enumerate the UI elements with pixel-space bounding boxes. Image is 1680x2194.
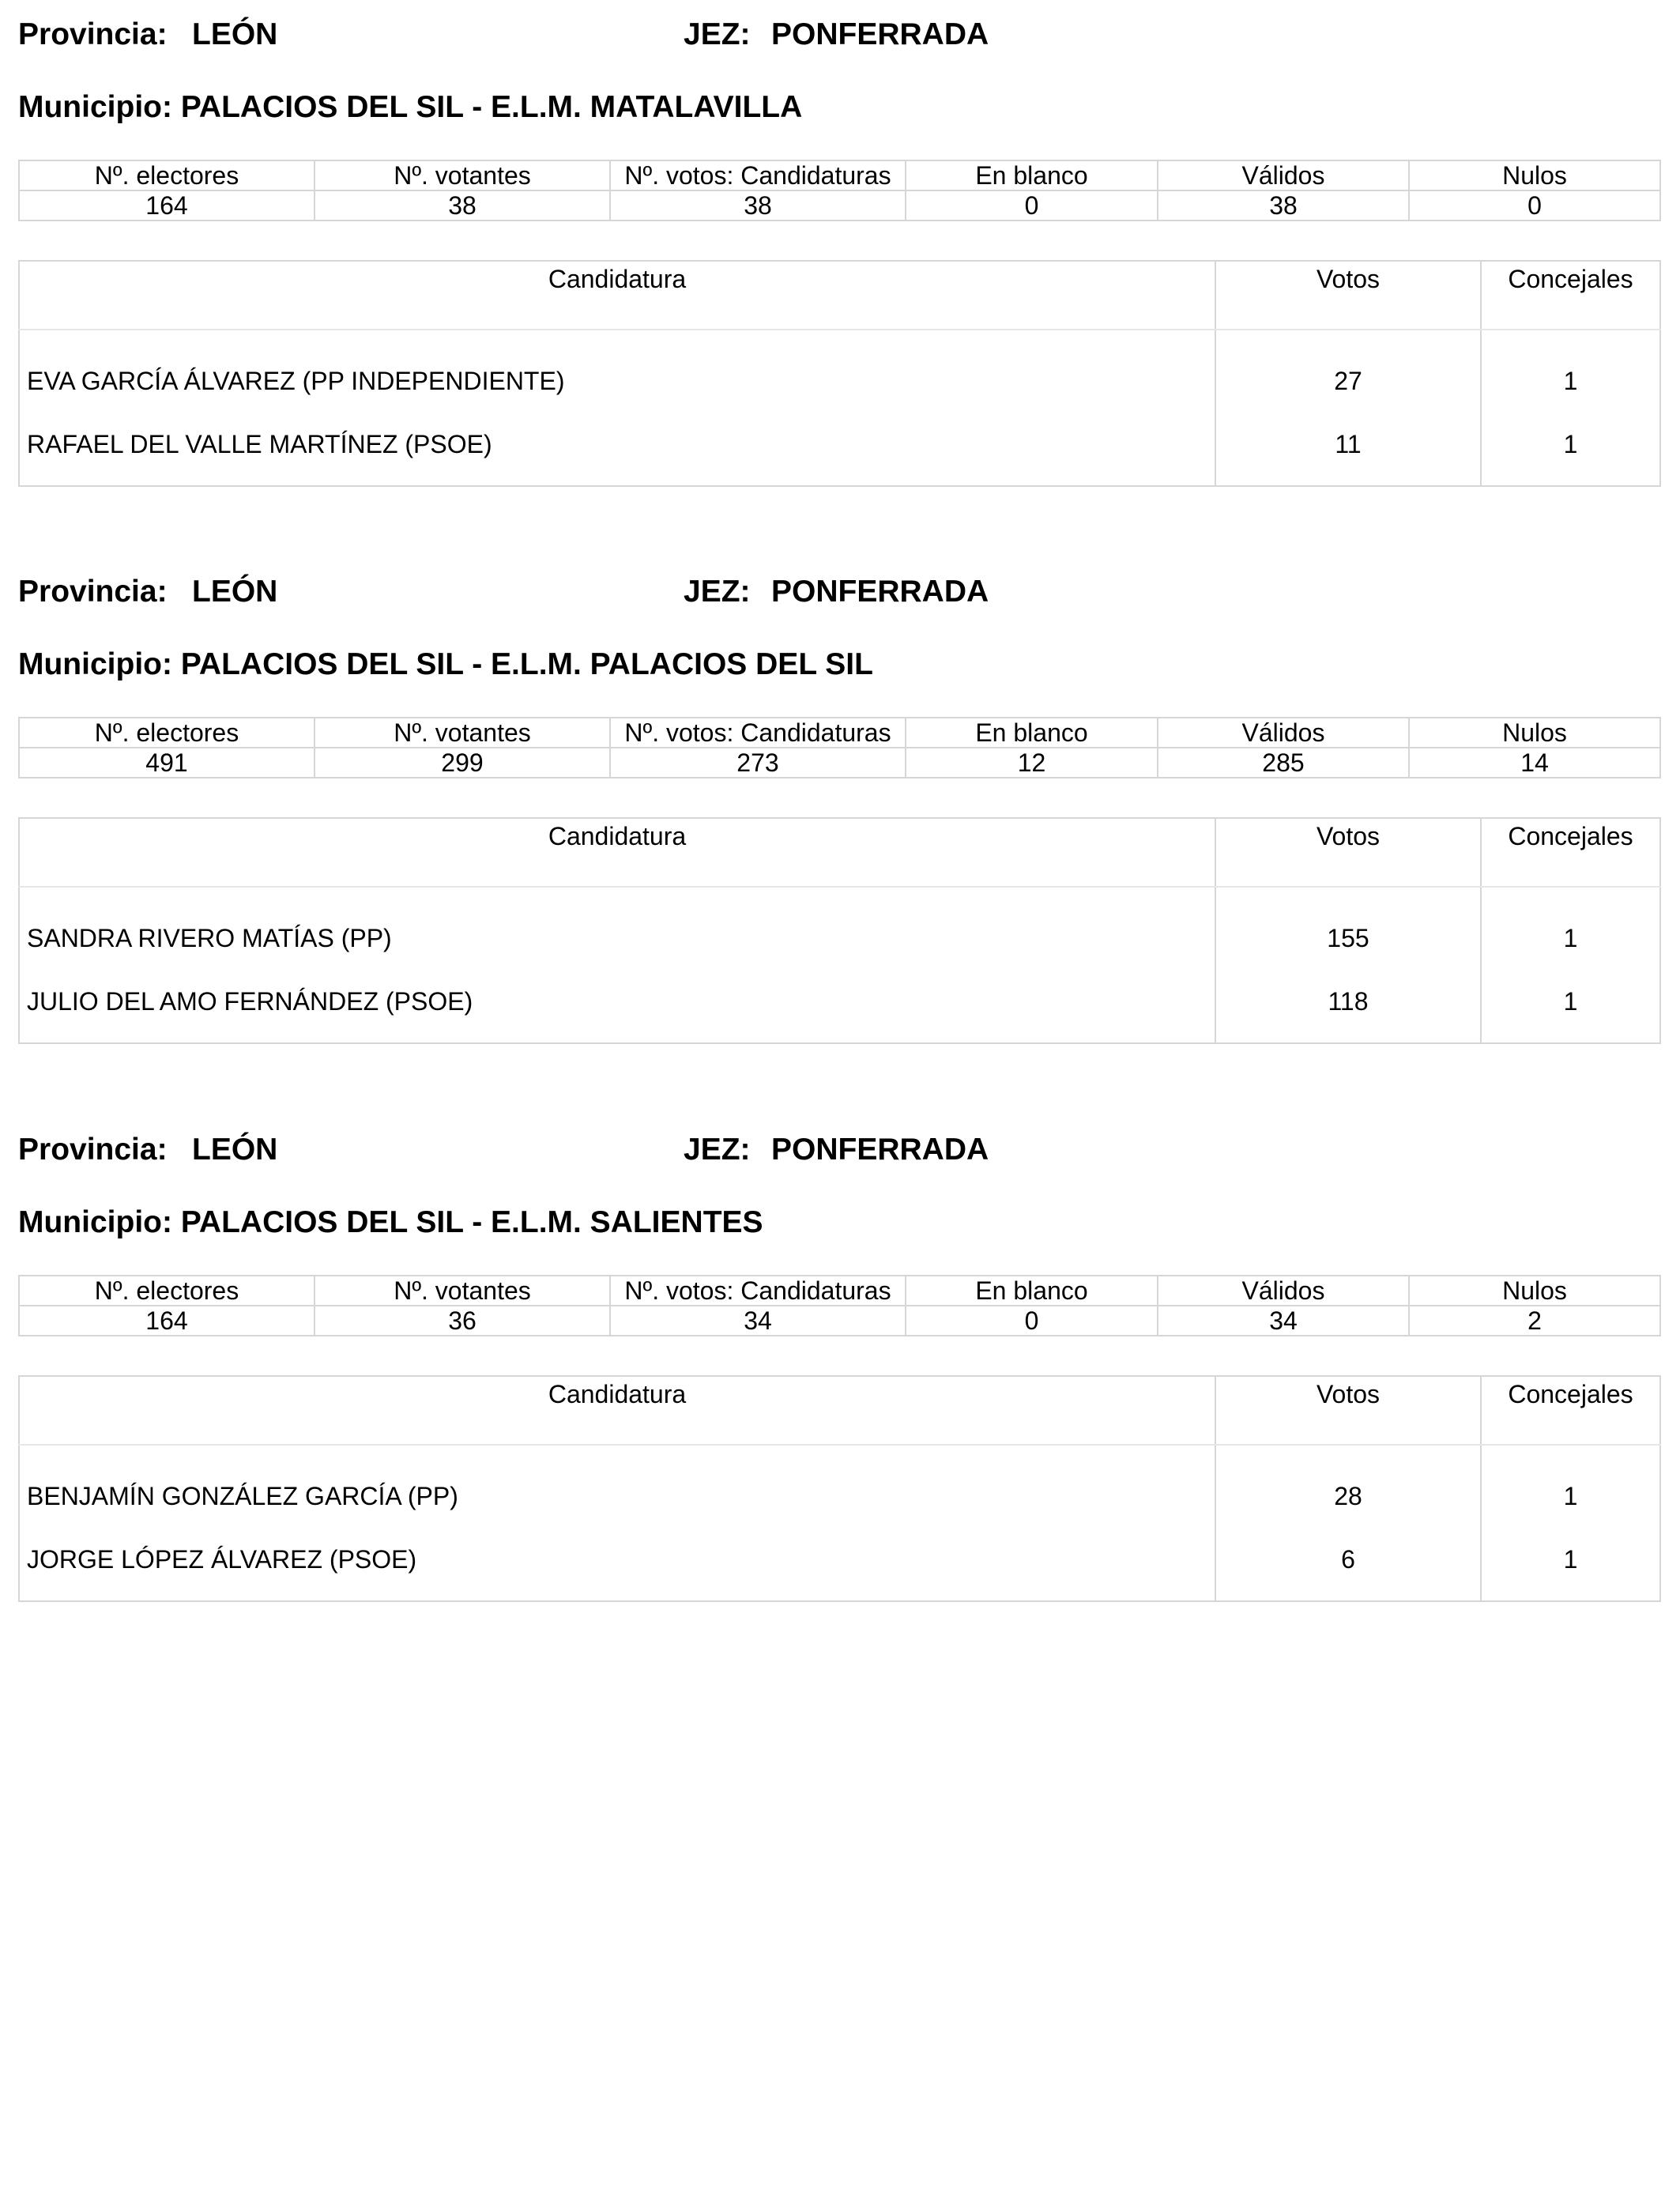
municipio-label: Municipio:	[18, 647, 172, 681]
jez-value: PONFERRADA	[771, 17, 989, 51]
municipio-value: PALACIOS DEL SIL - E.L.M. SALIENTES	[180, 1205, 763, 1239]
header-row	[18, 17, 1659, 65]
jez-label: JEZ:	[684, 1133, 751, 1167]
candidato-votos: 11	[1215, 420, 1481, 486]
provincia-label: Provincia:	[18, 1133, 168, 1167]
provincia-value: LEÓN	[192, 575, 278, 609]
jez-label: JEZ:	[684, 575, 751, 609]
candidato-votos: 27	[1215, 330, 1481, 420]
stats-header: Válidos	[1158, 1276, 1409, 1306]
stats-header: Nº. votos: Candidaturas	[610, 1276, 906, 1306]
municipio-value: PALACIOS DEL SIL - E.L.M. PALACIOS DEL SIL	[180, 647, 873, 681]
candidatos-table	[18, 817, 1661, 1044]
table-row	[19, 330, 1660, 420]
candidatura-header: Candidatura	[19, 818, 1215, 887]
stats-value: 2	[1409, 1306, 1660, 1336]
municipio-title	[18, 1205, 763, 1240]
stats-value: 299	[315, 748, 610, 778]
jez-value: PONFERRADA	[771, 575, 989, 609]
candidato-nombre: SANDRA RIVERO MATÍAS (PP)	[19, 887, 1215, 978]
votos-header: Votos	[1215, 1376, 1481, 1445]
municipio-title	[18, 647, 873, 682]
stats-header: Nulos	[1409, 160, 1660, 190]
stats-header: Nº. votos: Candidaturas	[610, 160, 906, 190]
stats-header: En blanco	[906, 718, 1158, 748]
stats-value-row	[19, 748, 1660, 778]
candidato-concejales: 1	[1481, 978, 1660, 1043]
candidato-nombre: RAFAEL DEL VALLE MARTÍNEZ (PSOE)	[19, 420, 1215, 486]
stats-value: 0	[906, 1306, 1158, 1336]
provincia-label: Provincia:	[18, 575, 168, 609]
municipio-title	[18, 90, 802, 125]
candidatos-header-row	[19, 261, 1660, 330]
candidato-nombre: BENJAMÍN GONZÁLEZ GARCÍA (PP)	[19, 1445, 1215, 1536]
stats-header: Válidos	[1158, 160, 1409, 190]
stats-header: Nº. votantes	[315, 1276, 610, 1306]
table-row	[19, 1536, 1660, 1601]
stats-value: 285	[1158, 748, 1409, 778]
candidato-votos: 28	[1215, 1445, 1481, 1536]
table-row	[19, 887, 1660, 978]
stats-header: Nº. votantes	[315, 160, 610, 190]
stats-header: Nº. votantes	[315, 718, 610, 748]
municipio-value: PALACIOS DEL SIL - E.L.M. MATALAVILLA	[180, 90, 803, 124]
candidatos-table	[18, 260, 1661, 487]
stats-value-row	[19, 190, 1660, 221]
provincia-label: Provincia:	[18, 17, 168, 51]
candidatos-header-row	[19, 818, 1660, 887]
jez-value: PONFERRADA	[771, 1133, 989, 1167]
candidatos-header-row	[19, 1376, 1660, 1445]
table-row	[19, 978, 1660, 1043]
stats-header-row	[19, 718, 1660, 748]
candidato-concejales: 1	[1481, 420, 1660, 486]
jez-label: JEZ:	[684, 17, 751, 51]
stats-value: 38	[610, 190, 906, 221]
stats-value: 38	[1158, 190, 1409, 221]
municipio-label: Municipio:	[18, 90, 172, 124]
stats-header: Válidos	[1158, 718, 1409, 748]
candidato-votos: 6	[1215, 1536, 1481, 1601]
candidato-concejales: 1	[1481, 1445, 1660, 1536]
provincia-value: LEÓN	[192, 17, 278, 51]
stats-value: 14	[1409, 748, 1660, 778]
stats-value: 164	[19, 190, 315, 221]
candidato-votos: 118	[1215, 978, 1481, 1043]
candidato-nombre: JULIO DEL AMO FERNÁNDEZ (PSOE)	[19, 978, 1215, 1043]
stats-value: 34	[610, 1306, 906, 1336]
candidatos-table	[18, 1375, 1661, 1602]
candidato-nombre: EVA GARCÍA ÁLVAREZ (PP INDEPENDIENTE)	[19, 330, 1215, 420]
stats-table	[18, 717, 1661, 778]
stats-header: Nº. electores	[19, 718, 315, 748]
candidato-concejales: 1	[1481, 330, 1660, 420]
stats-value: 38	[315, 190, 610, 221]
municipio-label: Municipio:	[18, 1205, 172, 1239]
stats-header: Nulos	[1409, 718, 1660, 748]
stats-value: 0	[1409, 190, 1660, 221]
concejales-header: Concejales	[1481, 261, 1660, 330]
votos-header: Votos	[1215, 818, 1481, 887]
candidato-votos: 155	[1215, 887, 1481, 978]
stats-table	[18, 1275, 1661, 1336]
stats-table	[18, 160, 1661, 221]
stats-value-row	[19, 1306, 1660, 1336]
stats-value: 36	[315, 1306, 610, 1336]
candidatura-header: Candidatura	[19, 261, 1215, 330]
stats-header: Nº. electores	[19, 160, 315, 190]
header-row	[18, 1133, 1659, 1180]
concejales-header: Concejales	[1481, 1376, 1660, 1445]
stats-header: En blanco	[906, 1276, 1158, 1306]
candidatura-header: Candidatura	[19, 1376, 1215, 1445]
candidato-concejales: 1	[1481, 1536, 1660, 1601]
stats-value: 12	[906, 748, 1158, 778]
stats-header-row	[19, 160, 1660, 190]
stats-value: 491	[19, 748, 315, 778]
stats-header: En blanco	[906, 160, 1158, 190]
stats-value: 34	[1158, 1306, 1409, 1336]
table-row	[19, 1445, 1660, 1536]
header-row	[18, 575, 1659, 622]
stats-value: 0	[906, 190, 1158, 221]
stats-value: 164	[19, 1306, 315, 1336]
stats-value: 273	[610, 748, 906, 778]
stats-header: Nulos	[1409, 1276, 1660, 1306]
provincia-value: LEÓN	[192, 1133, 278, 1167]
candidato-nombre: JORGE LÓPEZ ÁLVAREZ (PSOE)	[19, 1536, 1215, 1601]
candidato-concejales: 1	[1481, 887, 1660, 978]
stats-header-row	[19, 1276, 1660, 1306]
stats-header: Nº. electores	[19, 1276, 315, 1306]
concejales-header: Concejales	[1481, 818, 1660, 887]
table-row	[19, 420, 1660, 486]
stats-header: Nº. votos: Candidaturas	[610, 718, 906, 748]
votos-header: Votos	[1215, 261, 1481, 330]
